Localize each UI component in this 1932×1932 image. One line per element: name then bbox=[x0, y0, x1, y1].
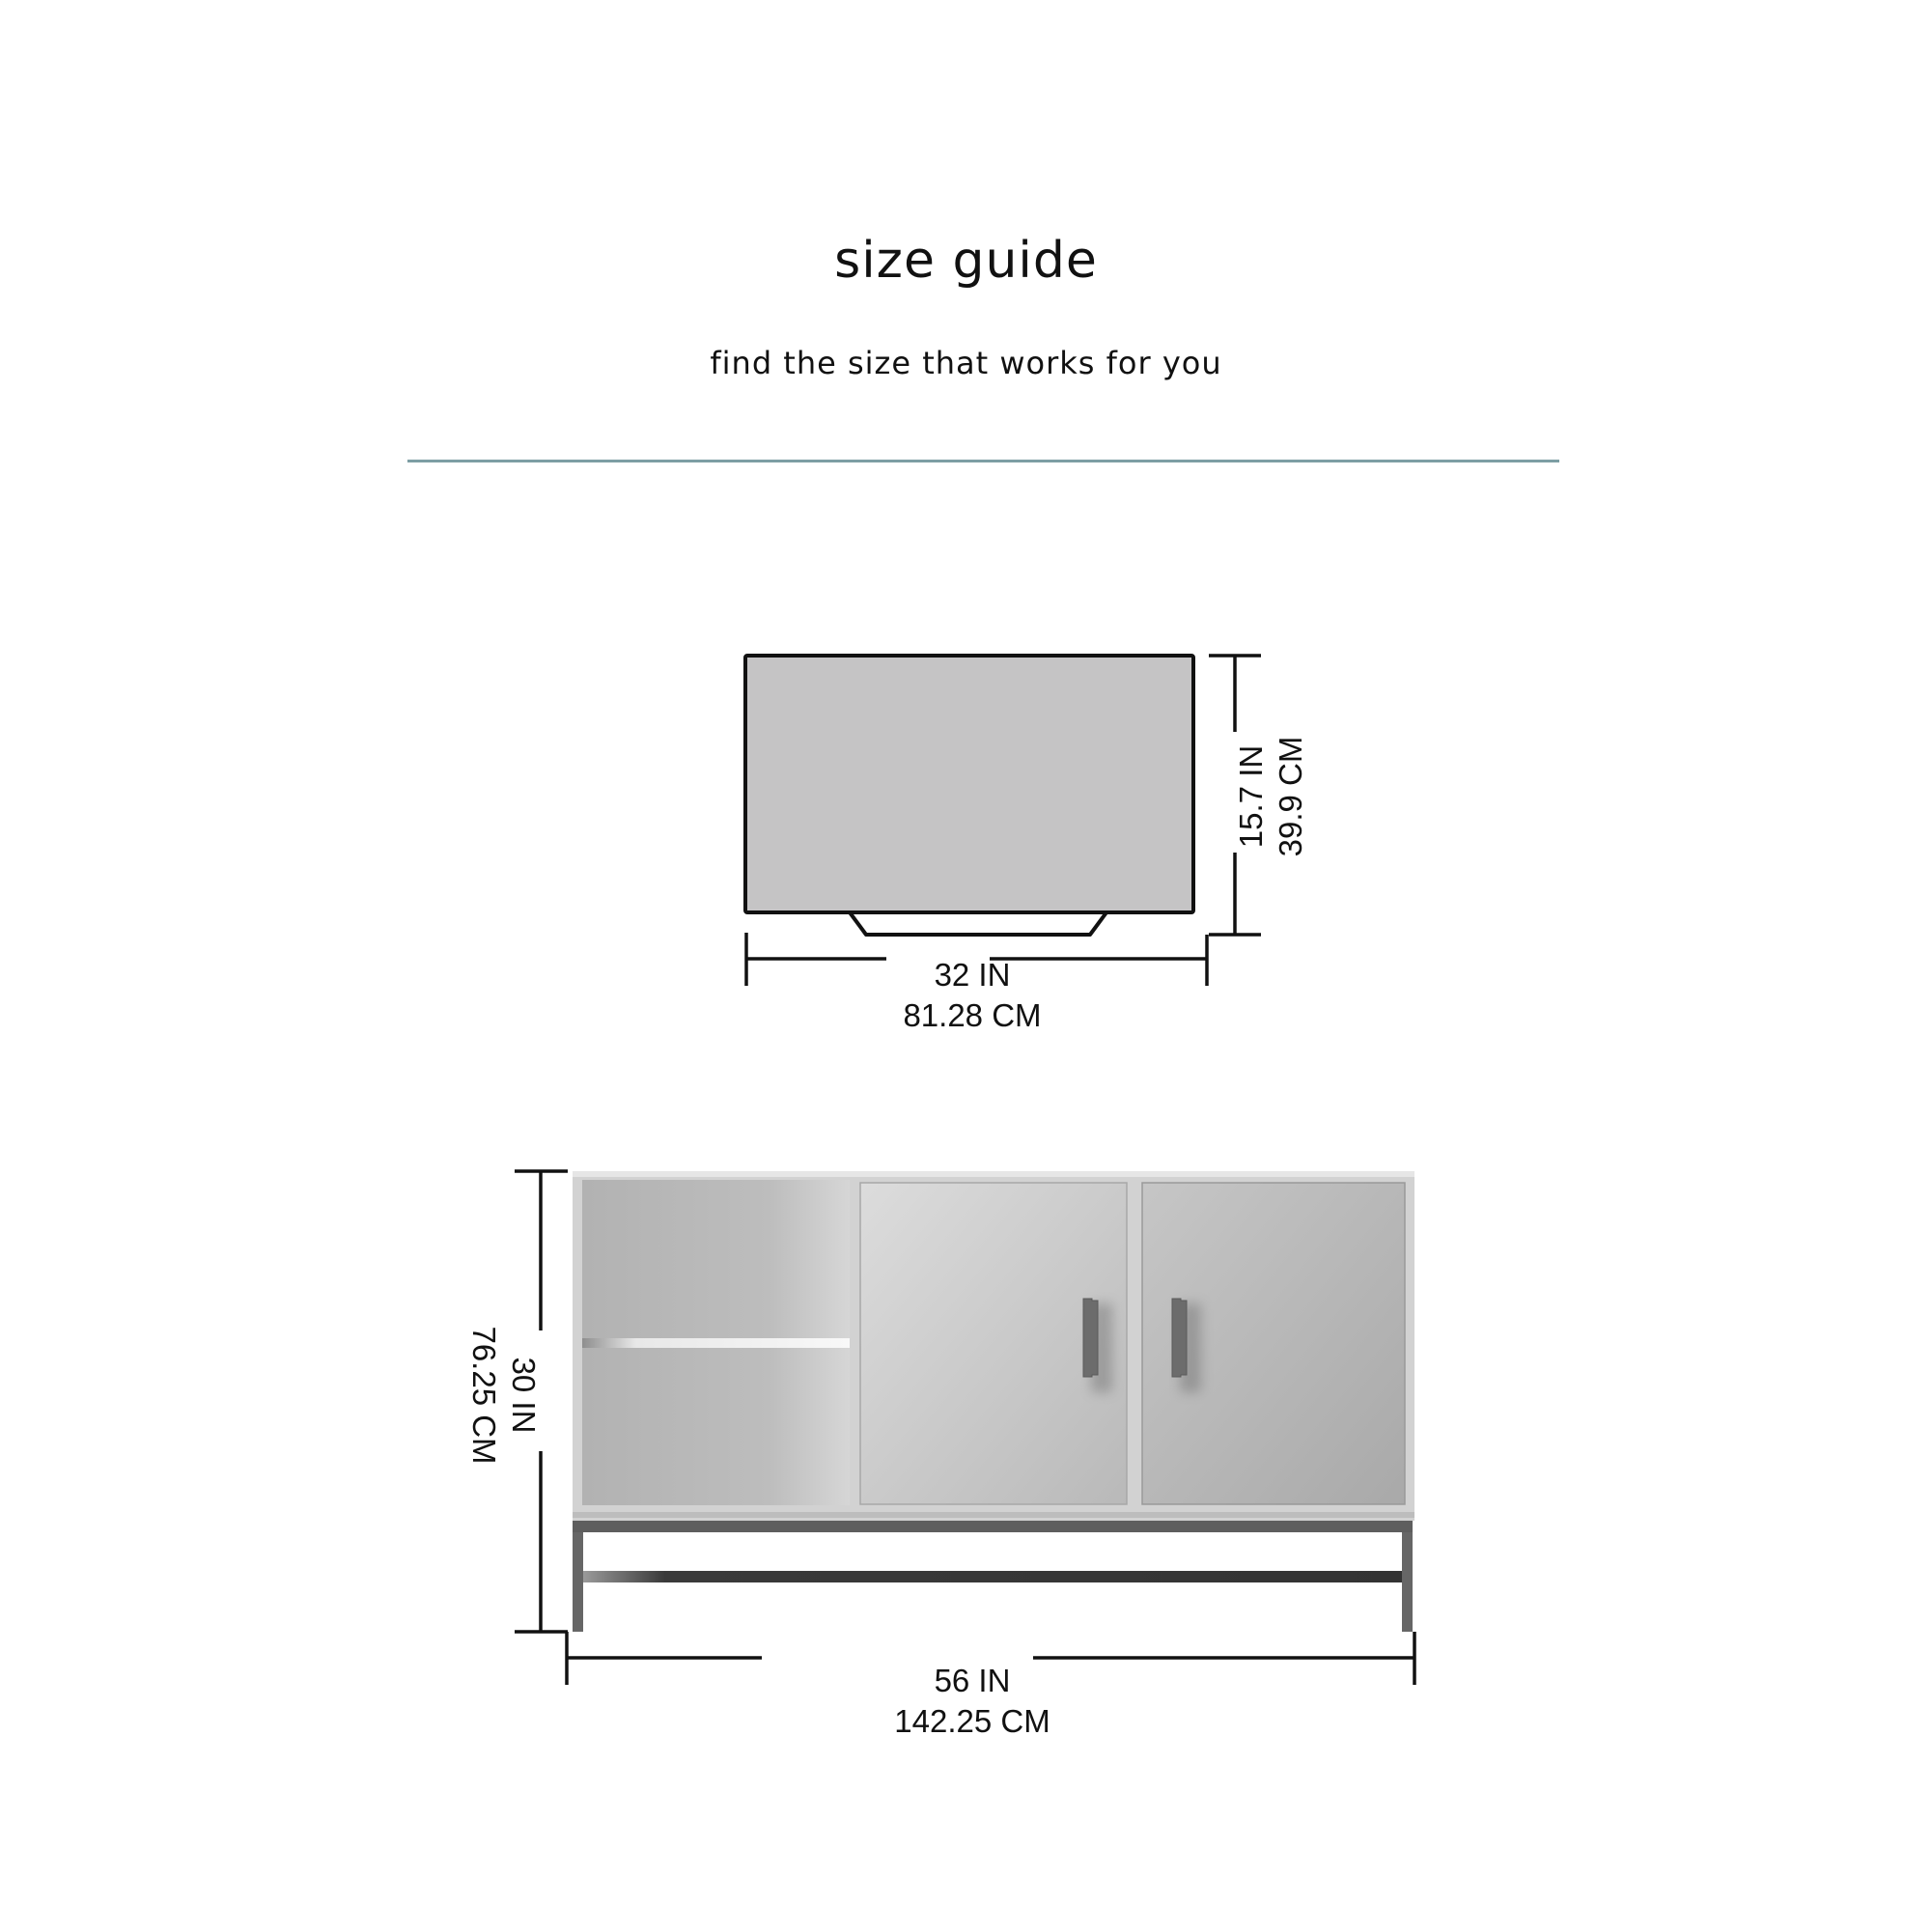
tv-stand bbox=[850, 912, 1106, 935]
tv-width-cm-label: 81.28 CM bbox=[903, 997, 1042, 1033]
tv-drawing bbox=[745, 656, 1193, 935]
cabinet-height-in-label: 30 IN bbox=[506, 1357, 542, 1434]
cabinet-handle-right bbox=[1172, 1299, 1187, 1377]
tv-width-in-label: 32 IN bbox=[934, 957, 1011, 993]
cabinet-height-cm-label: 76.25 CM bbox=[466, 1326, 502, 1465]
cabinet-leg-right bbox=[1402, 1524, 1413, 1632]
cabinet-drawing bbox=[573, 1171, 1414, 1632]
cabinet-leg-left bbox=[573, 1524, 583, 1632]
cabinet-shelf-board bbox=[582, 1338, 850, 1348]
cabinet-width-cm-label: 142.25 CM bbox=[894, 1703, 1050, 1739]
tv-height-in-label: 15.7 IN bbox=[1233, 744, 1269, 849]
cabinet-width-in-label: 56 IN bbox=[934, 1663, 1011, 1698]
tv-screen bbox=[745, 656, 1193, 912]
page-title: size guide bbox=[834, 232, 1098, 290]
cabinet-low-bar bbox=[583, 1571, 1402, 1582]
cabinet-handle-left bbox=[1083, 1299, 1098, 1377]
cabinet-top-rail bbox=[573, 1521, 1413, 1532]
tv-height-cm-label: 39.9 CM bbox=[1273, 736, 1308, 857]
page-subtitle: find the size that works for you bbox=[710, 345, 1222, 381]
